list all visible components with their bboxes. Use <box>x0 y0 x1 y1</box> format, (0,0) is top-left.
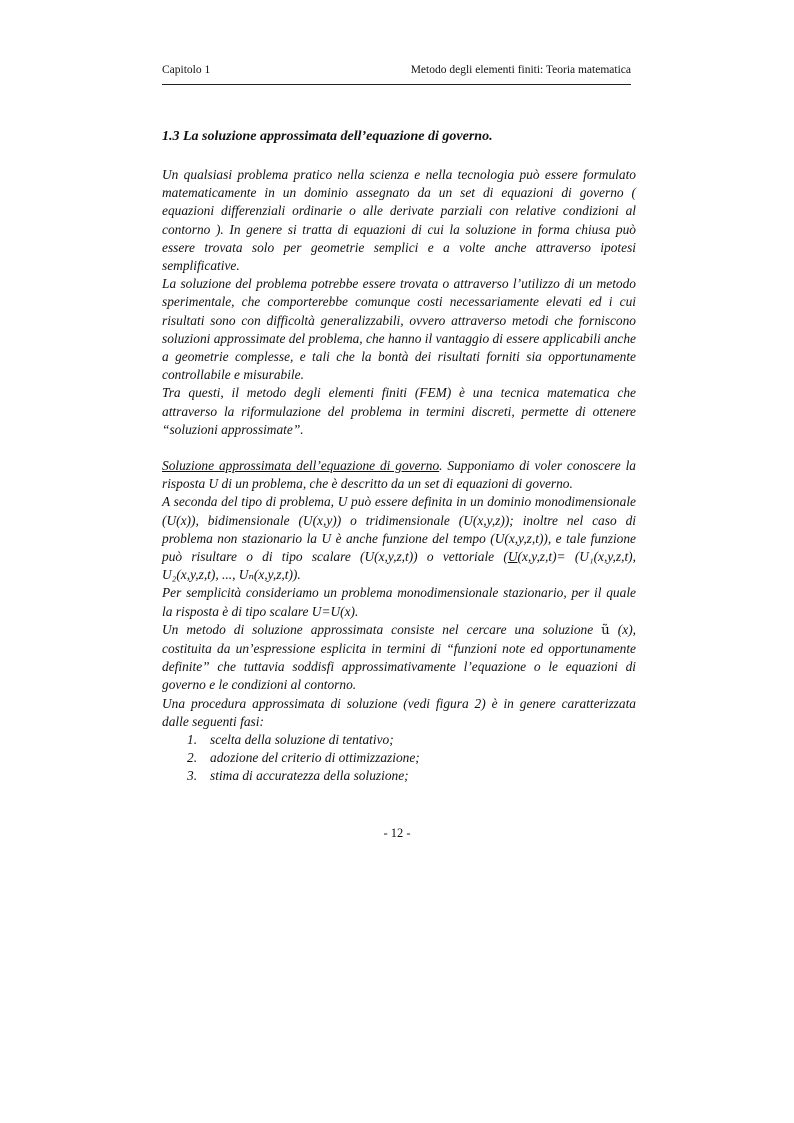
subheading-approx-solution: Soluzione approssimata dell’equazione di governo <box>162 458 440 474</box>
u-tilde-symbol: ũ <box>601 622 610 638</box>
paragraph-domain-types-text: A seconda del tipo di problema, U può essere definita in un dominio monodimensionale (U(x)), bidimensionale (U(x,y)) o tridimensionale (U(x,y,z)); inoltre nel caso di problema non stazionario la U è anche funzione del tempo (U(x,y,z,t)), e tale funzione può risultare o di tipo scalare (U(x,y,z,t)) o vettoriale ( <box>162 494 636 565</box>
list-item <box>162 749 636 767</box>
list-item-number: 3. <box>187 768 198 784</box>
header-divider <box>162 84 631 85</box>
list-item-text: scelta della soluzione di tentativo; <box>210 732 394 748</box>
procedure-steps-list <box>162 731 636 786</box>
chapter-label: Capitolo 1 <box>162 64 211 76</box>
paragraph-spacer <box>162 439 636 457</box>
paragraph-fem: Tra questi, il metodo degli elementi finiti (FEM) è una tecnica matematica che attraverso la riformulazione del problema in termini discreti, permette di ottenere “soluzioni approssimate”. <box>162 385 636 437</box>
paragraph-approx-method-text: Un metodo di soluzione approssimata consiste nel cercare una soluzione <box>162 621 602 637</box>
paragraph-approx-method <box>162 621 636 695</box>
list-item <box>162 767 636 785</box>
list-item <box>162 731 636 749</box>
header-title: Metodo degli elementi finiti: Teoria matematica <box>410 64 631 76</box>
paragraph-solution-methods: La soluzione del problema potrebbe essere trovata o attraverso l’utilizzo di un metodo sperimentale, che comporterebbe comunque costi necessariamente elevati ed i cui risultati sono con difficoltà generalizzabili, ovvero attraverso metodi che forniscono soluzioni approssimate del problema, che hanno il vantaggio di essere applicabili anche a geometrie complesse, e tali che la bontà dei risultati forniti sia opportunamente controllabile e misurabile. <box>162 276 636 383</box>
paragraph-approx-method-rest: (x), costituita da un’espressione esplicita in termini di “funzioni note ed opportunamente definite” che tuttavia soddisfi approssimativamente l’equazione o le equazioni di governo e le condizioni al contorno. <box>162 621 636 693</box>
paragraph-approx-solution <box>162 457 636 493</box>
paragraph-procedure: Una procedura approssimata di soluzione (vedi figura 2) è in genere caratterizzata dalle seguenti fasi: <box>162 695 636 729</box>
list-item-number: 2. <box>187 750 198 766</box>
page-number: - 12 - <box>383 826 411 840</box>
paragraph-domain-types-vector: (x,y,z,t)= (U₁(x,y,z,t), U₂(x,y,z,t), ..., Uₙ(x,y,z,t)). <box>162 549 636 583</box>
paragraph-approx-solution-text: . Supponiamo di voler conoscere la risposta U di un problema, che è descritto da un set di equazioni di governo. <box>162 458 636 492</box>
paragraph-intro: Un qualsiasi problema pratico nella scienza e nella tecnologia può essere formulato matematicamente in un dominio assegnato da un set di equazioni di governo ( equazioni differenziali ordinarie o alle derivate parziali con relative condizioni al contorno ). In genere si tratta di equazioni di cui la soluzione in forma chiusa può essere trovata solo per geometrie semplici e a volte anche attraverso ipotesi semplificative. <box>162 167 636 274</box>
list-item-number: 1. <box>187 732 198 748</box>
section-title: 1.3 La soluzione approssimata dell’equazione di governo. <box>162 129 493 144</box>
page-header <box>162 64 631 80</box>
page-body <box>162 128 636 786</box>
vector-u-symbol: U <box>507 549 518 565</box>
paragraph-domain-types <box>162 493 636 584</box>
list-item-text: stima di accuratezza della soluzione; <box>210 768 409 784</box>
paragraph-simplification: Per semplicità consideriamo un problema monodimensionale stazionario, per il quale la risposta è di tipo scalare U=U(x). <box>162 585 636 619</box>
list-item-text: adozione del criterio di ottimizzazione; <box>210 750 420 766</box>
